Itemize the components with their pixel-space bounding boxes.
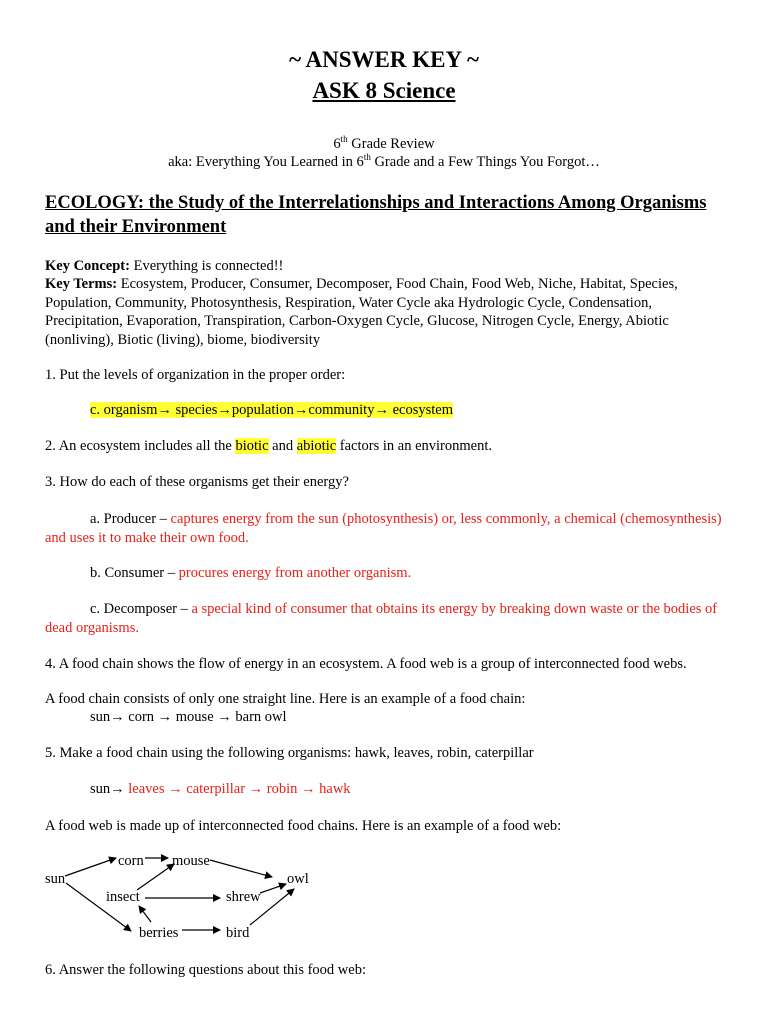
food-web-node-shrew: shrew: [226, 889, 261, 905]
food-web-node-mouse: mouse: [172, 853, 210, 869]
food-chain-intro: A food chain consists of only one straight line. Here is an example of a food chain:: [45, 691, 526, 707]
food-web-node-owl: owl: [287, 871, 309, 887]
q2-middle: and: [268, 438, 297, 454]
q2-answer-biotic: biotic: [235, 438, 269, 454]
key-concept-label: Key Concept:: [45, 258, 130, 274]
question-3: 3. How do each of these organisms get their energy?: [45, 474, 349, 490]
food-web-diagram: [0, 840, 768, 950]
answer-5-chain: leaves → caterpillar → robin → hawk: [128, 781, 351, 797]
document-title: ASK 8 Science: [312, 78, 456, 103]
key-concept: [45, 257, 730, 276]
answer-5: [90, 780, 730, 799]
q3a-answer: captures energy from the sun (photosynthesis) or, less commonly, a chemical (chemosynthesis) and uses it to make their own food.: [45, 511, 722, 546]
food-web-node-corn: corn: [118, 853, 144, 869]
q2-suffix: factors in an environment.: [336, 438, 492, 454]
question-1: 1. Put the levels of organization in the proper order:: [45, 367, 346, 383]
key-terms-label: Key Terms:: [45, 276, 118, 292]
section-heading-ecology: ECOLOGY: the Study of the Interrelationships and Interactions Among Organisms and their Environment: [45, 193, 707, 237]
food-chain-example: sun→ corn → mouse → barn owl: [90, 709, 287, 725]
answer-1: [90, 401, 730, 420]
aka-suffix: Grade and a Few Things You Forgot…: [370, 154, 600, 170]
food-web-node-bird: bird: [226, 925, 250, 941]
question-4: 4. A food chain shows the flow of energy in an ecosystem. A food web is a group of interconnected food webs.: [45, 656, 687, 672]
food-web-node-berries: berries: [139, 925, 179, 941]
question-5: 5. Make a food chain using the following organisms: hawk, leaves, robin, caterpillar: [45, 745, 534, 761]
arrow-mouse-owl: [210, 860, 272, 877]
aka-subtitle: [0, 154, 768, 171]
q2-prefix: 2. An ecosystem includes all the: [45, 438, 236, 454]
question-3b: [45, 564, 730, 583]
answer-1-highlight: c. organism→ species→population→community→ ecosystem: [90, 402, 453, 418]
review-subtitle-text: Grade Review: [347, 136, 435, 152]
question-3a: [45, 510, 730, 547]
food-web-node-insect: insect: [106, 889, 140, 905]
arrow-shrew-owl: [260, 884, 286, 893]
q3c-answer: a special kind of consumer that obtains its energy by breaking down waste or the bodies of dead organisms.: [45, 601, 718, 636]
key-concept-text: Everything is connected!!: [129, 258, 284, 274]
food-web-intro: A food web is made up of interconnected food chains. Here is an example of a food web:: [45, 818, 562, 834]
q3c-label: c. Decomposer –: [90, 601, 192, 617]
answer-5-prefix: sun→: [90, 781, 129, 797]
question-6: 6. Answer the following questions about this food web:: [45, 962, 366, 978]
q2-answer-abiotic: abiotic: [296, 438, 337, 454]
question-3c: [45, 600, 730, 637]
key-terms-text: Ecosystem, Producer, Consumer, Decomposer, Food Chain, Food Web, Niche, Habitat, Species, Population, Community, Photosynthesis, Respiration, Water Cycle aka Hydrologic Cycle, Condensation, Precipitation, Evaporation, Transpiration, Carbon-Oxygen Cycle, Glucose, Nitrogen Cycle, Energy, Abiotic (nonliving), Biotic (living), biome, biodiversity: [45, 276, 678, 348]
key-terms: [45, 275, 730, 349]
arrow-sun-corn: [65, 858, 116, 876]
answer-key-title: ~ ANSWER KEY ~: [289, 47, 479, 72]
review-grade-suffix: th: [340, 134, 348, 145]
q3b-label: b. Consumer –: [90, 565, 179, 581]
arrow-berries-insect: [139, 906, 151, 922]
question-2: [45, 437, 730, 456]
review-subtitle: [0, 136, 768, 153]
food-web-node-sun: sun: [45, 871, 66, 887]
aka-prefix: aka: Everything You Learned in 6: [168, 154, 364, 170]
review-grade-number: 6: [333, 136, 341, 152]
q3a-label: a. Producer –: [90, 511, 171, 527]
aka-grade-suffix: th: [363, 152, 371, 163]
q3b-answer: procures energy from another organism.: [178, 565, 412, 581]
